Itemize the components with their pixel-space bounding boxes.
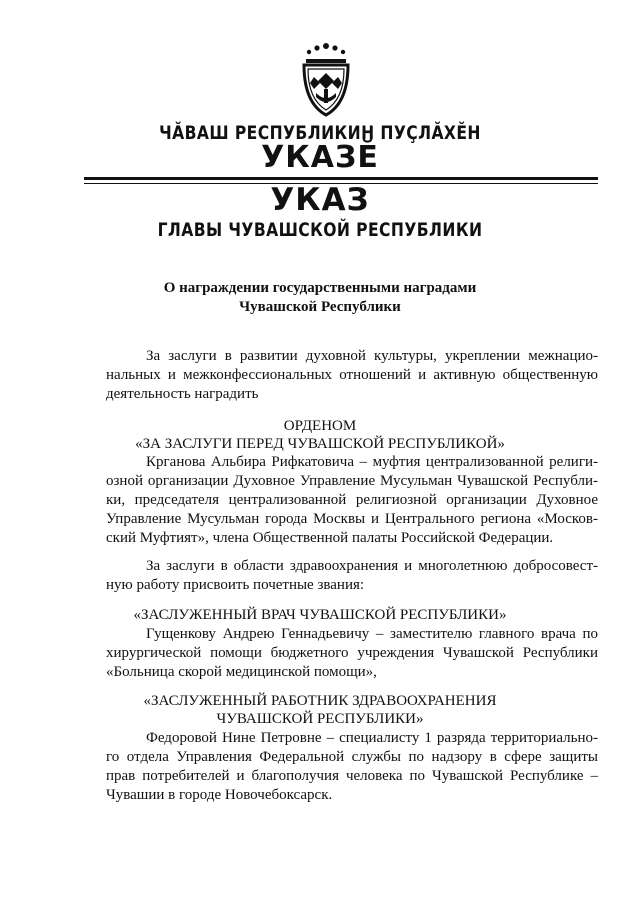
intro-paragraph: [106, 347, 598, 404]
intro-line: нальных и межконфессиональных отношений и активную общественную: [106, 367, 598, 383]
health-intro-line: За заслуги в области здравоохранения и многолетнюю добросовест-: [146, 558, 598, 574]
order-paragraph: [106, 453, 598, 548]
order-line: Крганова Альбира Рифкатовича – муфтия централизованной религи-: [146, 454, 598, 470]
worker-title-heading-1: «ЗАСЛУЖЕННЫЙ РАБОТНИК ЗДРАВООХРАНЕНИЯ: [143, 693, 497, 709]
order-heading-1: ОРДЕНОМ: [283, 418, 357, 434]
glavy-heading: ГЛАВЫ ЧУВАШСКОЙ РЕСПУБЛИКИ: [157, 219, 483, 241]
doctor-line: «Больница скорой медицинской помощи»,: [106, 664, 377, 680]
order-line: ский Муфтият», члена Общественной палаты Российской Федерации.: [106, 530, 554, 546]
coat-of-arms-emblem-icon: [294, 33, 358, 119]
order-heading-2: «ЗА ЗАСЛУГИ ПЕРЕД ЧУВАШСКОЙ РЕСПУБЛИКОЙ»: [135, 436, 505, 452]
health-intro-paragraph: [106, 557, 598, 595]
document-title: [0, 279, 640, 317]
worker-line: Федоровой Нине Петровне – специалисту 1 разряда территориально-: [146, 730, 598, 746]
worker-paragraph: [106, 729, 598, 805]
worker-title-heading-2: ЧУВАШСКОЙ РЕСПУБЛИКИ»: [216, 711, 424, 727]
chuvash-ukaze-heading: УКАЗĔ: [261, 140, 379, 175]
chuvash-header-line: ЧĂВАШ РЕСПУБЛИКИН ПУÇЛĂХĔН: [159, 122, 481, 144]
worker-line: Чувашии в городе Новочебоксарск.: [106, 787, 333, 803]
ukaz-heading: УКАЗ: [270, 182, 370, 218]
order-line: озной организации Духовное Управление Мусульман Чувашской Республи-: [106, 473, 598, 489]
intro-line: деятельность наградить: [106, 386, 259, 402]
document-title-line-2: Чувашской Республики: [239, 299, 401, 315]
doctor-line: Гущенкову Андрею Геннадьевичу – заместителю главного врача по: [146, 626, 598, 642]
doctor-paragraph: [106, 625, 598, 682]
intro-line: За заслуги в развитии духовной культуры, укреплении межнацио-: [146, 348, 598, 364]
doctor-line: хирургической помощи бюджетного учреждения Чувашской Республики: [106, 645, 598, 661]
header-divider-thick: [84, 177, 598, 180]
document-title-line-1: О награждении государственными наградами: [163, 280, 477, 296]
order-line: Управление Мусульман города Москвы и Центрального региона «Москов-: [106, 511, 598, 527]
order-line: ки, председателя централизованной религиозной организации Духовное: [106, 492, 598, 508]
health-intro-line: ную работу присвоить почетные звания:: [106, 577, 365, 593]
worker-line: прав потребителей и благополучия человека по Чувашской Республике –: [106, 768, 598, 784]
doctor-title-heading: «ЗАСЛУЖЕННЫЙ ВРАЧ ЧУВАШСКОЙ РЕСПУБЛИКИ»: [133, 607, 507, 623]
worker-line: го отдела Управления Федеральной службы по надзору в сфере защиты: [106, 749, 598, 765]
